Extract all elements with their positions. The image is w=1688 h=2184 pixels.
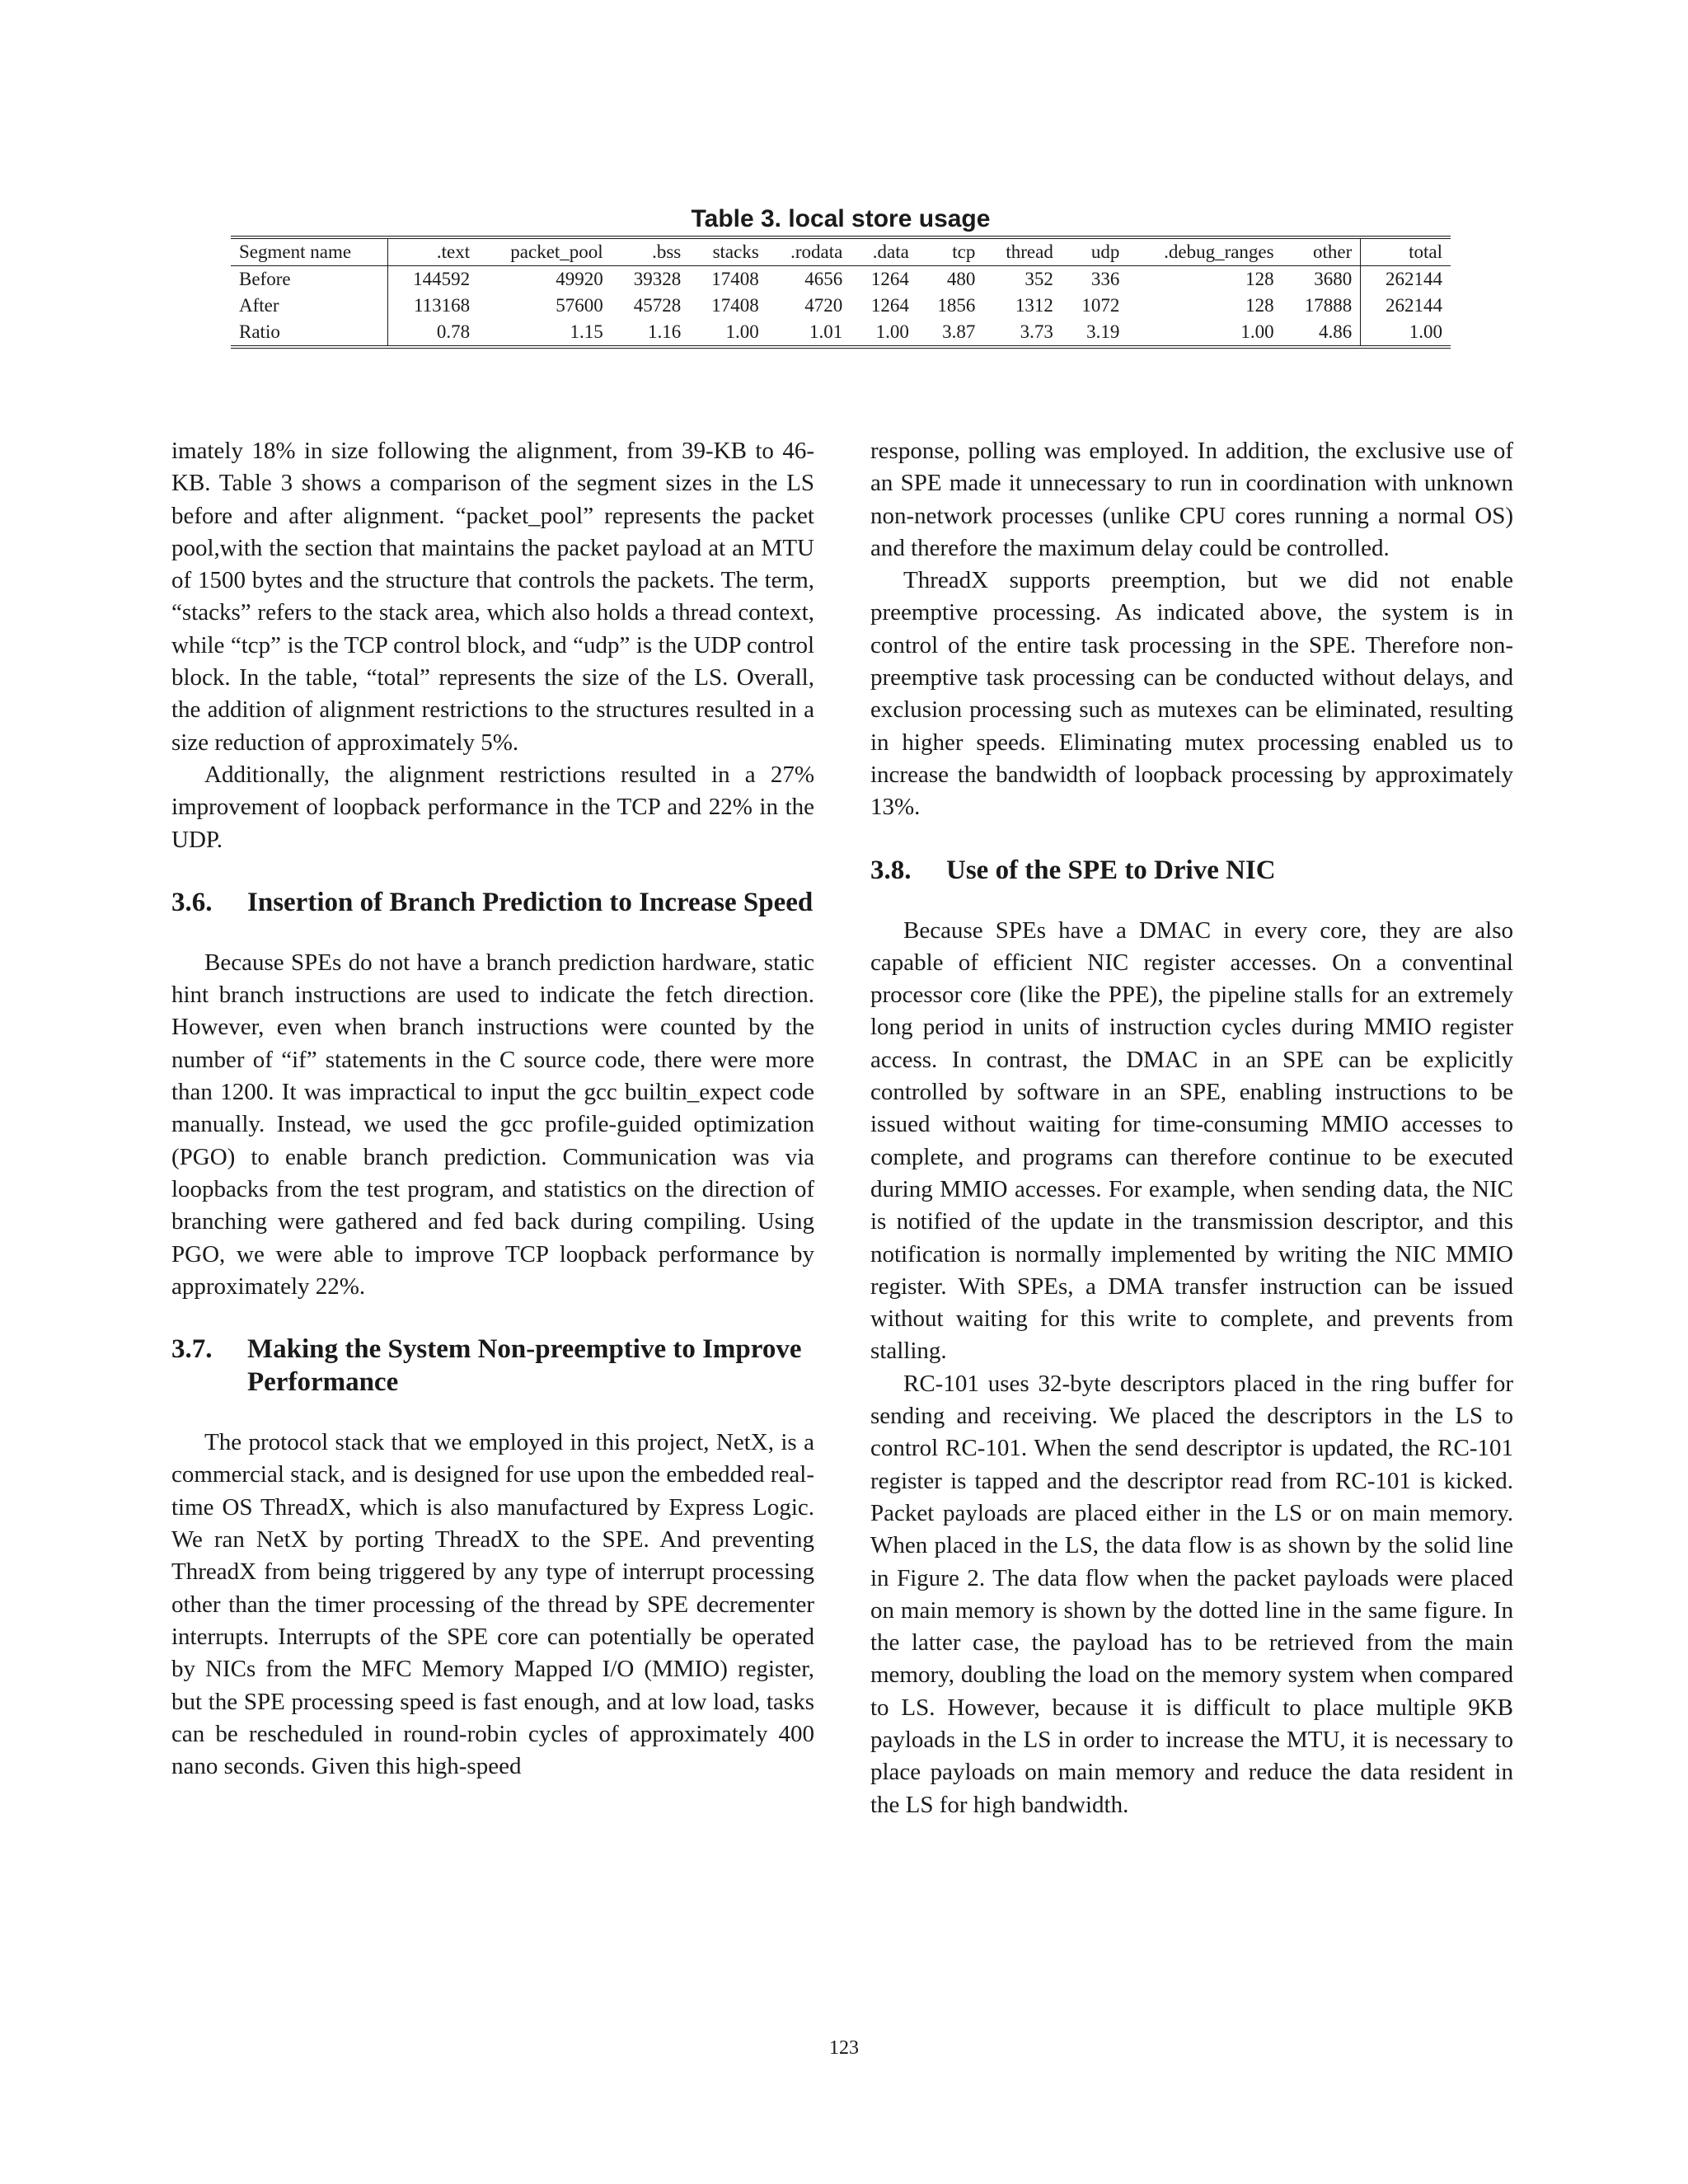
table-cell: 3.19 <box>1086 321 1120 342</box>
column-header: stacks <box>689 237 767 266</box>
spacer <box>171 1303 814 1333</box>
table-cell: 1.00 <box>875 321 909 342</box>
page-number: 123 <box>829 2037 859 2059</box>
column-header: other <box>1282 237 1361 266</box>
spacer <box>870 824 1513 854</box>
column-header: .debug_ranges <box>1128 237 1282 266</box>
table-cell: 1264 <box>870 269 909 289</box>
column-header: thread <box>983 237 1062 266</box>
table-cell: 39328 <box>633 269 682 289</box>
table-cell: 1.01 <box>809 321 843 342</box>
table-cell: 1264 <box>870 295 909 316</box>
table-cell: 17408 <box>711 269 759 289</box>
paragraph-dmac-nic: Because SPEs have a DMAC in every core, they are also capable of efficient NIC register accesses. On a conventinal processor core (like the PPE), the pipeline stalls for an extremely long period in units of instruction cycles during MMIO register access. In contrast, the DMAC in an SPE can be explicitly controlled by software in an SPE, enabling instructions to be issued without waiting for time-consuming MMIO accesses to complete, and programs can therefore continue to be executed during MMIO accesses. For example, when sending data, the NIC is notified of the update in the transmission descriptor, and this notification is normally implemented by writing the NIC MMIO register. With SPEs, a DMA transfer instruction can be issued without waiting for this write to complete, and prevents from stalling. <box>870 916 1513 1365</box>
table-cell: 49920 <box>556 269 603 289</box>
section-title: Making the System Non-preemptive to Improve Performance <box>247 1334 802 1398</box>
paragraph-branch-prediction: Because SPEs do not have a branch prediction hardware, static hint branch instructions are used to indicate the fetch direction. However, even when branch instructions were counted by the number of “if” statements in the C source code, there were more than 1200. It was impractical to input the gcc builtin_expect code manually. Instead, we used the gcc profile-guided optimization (PGO) to enable branch prediction. Communication was via loopbacks from the test program, and statistics on the direction of branching were gathered and fed back during compiling. Using PGO, we were able to improve TCP loopback performance by approximately 22%. <box>171 949 814 1300</box>
section-heading-3-6 <box>171 886 814 919</box>
table-cell: 144592 <box>413 269 471 289</box>
paragraph-alignment-size: imately 18% in size following the alignment, from 39-KB to 46-KB. Table 3 shows a comparison of the segment sizes in the LS before and after alignment. “packet_pool” represents the packet pool,with the section that maintains the packet payload at an MTU of 1500 bytes and the structure that controls the packets. The term, “stacks” refers to the stack area, which also holds a thread context, while “tcp” is the TCP control block, and “udp” is the UDP control block. In the table, “total” represents the size of the LS. Overall, the addition of alignment restrictions to the structures resulted in a size reduction of approximately 5%. <box>171 438 814 756</box>
table-cell: 1312 <box>1015 295 1053 316</box>
column-header: tcp <box>917 237 984 266</box>
paragraph-protocol-stack: The protocol stack that we employed in this project, NetX, is a commercial stack, and is designed for use upon the embedded real-time OS ThreadX, which is also manufactured by Express Logic. We ran NetX by porting ThreadX to the SPE. And preventing ThreadX from being triggered by any type of interrupt processing other than the timer processing of the thread by SPE decrementer interrupts. Interrupts of the SPE core can potentially be operated by NICs from the MFC Memory Mapped I/O (MMIO) register, but the SPE processing speed is fast enough, and at low load, tasks can be rescheduled in round-robin cycles of approximately 400 nano seconds. Given this high-speed <box>171 1429 814 1780</box>
table-cell: 4656 <box>804 269 843 289</box>
paragraph-alignment-performance: Additionally, the alignment restrictions resulted in a 27% improvement of loopback performance in the TCP and 22% in the UDP. <box>171 761 814 853</box>
table-cell: 57600 <box>556 295 603 316</box>
table-cell: 1.00 <box>1240 321 1274 342</box>
local-store-usage-table-wrapper <box>231 236 1451 349</box>
column-header: Segment name <box>231 237 388 266</box>
table-cell: 0.78 <box>436 321 471 342</box>
spacer <box>171 856 814 886</box>
spacer <box>171 919 814 947</box>
paragraph-preemption: ThreadX supports preemption, but we did not enable preemptive processing. As indicated above, the system is in control of the entire task processing in the SPE. Therefore non-preemptive task processing can be conducted without delays, and exclusion processing such as mutexes can be eliminated, resulting in higher speeds. Eliminating mutex processing enabled us to increase the bandwidth of loopback processing by approximately 13%. <box>870 567 1513 821</box>
table-body <box>231 266 1451 348</box>
table-cell: 1072 <box>1081 295 1120 316</box>
column-header: .rodata <box>767 237 851 266</box>
table-cell: 352 <box>1025 269 1053 289</box>
column-header: packet_pool <box>478 237 612 266</box>
table-cell: 3.87 <box>942 321 976 342</box>
table-cell: 3.73 <box>1020 321 1053 342</box>
section-number: 3.8. <box>870 855 912 885</box>
section-title: Use of the SPE to Drive NIC <box>946 855 1276 885</box>
table-cell: 336 <box>1090 269 1120 289</box>
table-header-row <box>231 237 1451 266</box>
table-cell: 1856 <box>937 295 976 316</box>
left-column <box>171 435 814 1783</box>
column-header: .text <box>388 237 478 266</box>
table-row <box>231 293 1451 319</box>
table-cell: 113168 <box>414 295 471 316</box>
section-number: 3.7. <box>171 1334 213 1365</box>
table-cell: 1.15 <box>570 321 603 342</box>
table-cell: 17888 <box>1304 295 1353 316</box>
table-cell: 262144 <box>1361 293 1451 319</box>
table-caption: Table 3. local store usage <box>691 205 991 232</box>
section-number: 3.6. <box>171 887 213 917</box>
section-heading-3-8 <box>870 854 1513 887</box>
column-header: .data <box>851 237 917 266</box>
table-cell: Before <box>231 266 388 293</box>
table-cell: 45728 <box>633 295 682 316</box>
spacer <box>870 887 1513 915</box>
column-header: total <box>1361 237 1451 266</box>
table-cell: After <box>231 293 388 319</box>
table-cell: 1.00 <box>1361 319 1451 347</box>
table-cell: 17408 <box>711 295 759 316</box>
table-cell: 128 <box>1245 295 1274 316</box>
table-row <box>231 319 1451 347</box>
section-heading-3-7 <box>171 1333 814 1399</box>
table-cell: 1.00 <box>725 321 759 342</box>
table-cell: 4.86 <box>1319 321 1353 342</box>
table-cell: 128 <box>1245 269 1274 289</box>
table-cell: Ratio <box>231 319 388 347</box>
spacer <box>171 1399 814 1427</box>
table-cell: 3680 <box>1314 269 1353 289</box>
column-header: .bss <box>612 237 690 266</box>
paragraph-polling: response, polling was employed. In addition, the exclusive use of an SPE made it unnecessary to run in coordination with unknown non-network processes (unlike CPU cores running a normal OS) and therefore the maximum delay could be controlled. <box>870 438 1513 561</box>
table-row <box>231 266 1451 293</box>
right-column <box>870 435 1513 1821</box>
table-cell: 4720 <box>804 295 843 316</box>
table-cell: 480 <box>946 269 976 289</box>
table-cell: 262144 <box>1361 266 1451 293</box>
section-title: Insertion of Branch Prediction to Increase Speed <box>247 887 814 917</box>
table-cell: 1.16 <box>647 321 682 342</box>
local-store-usage-table <box>231 236 1451 349</box>
paragraph-rc101-descriptors: RC-101 uses 32-byte descriptors placed in the ring buffer for sending and receiving. We placed the descriptors in the LS to control RC-101. When the send descriptor is updated, the RC-101 register is tapped and the descriptor read from RC-101 is kicked. Packet payloads are placed either in the LS or on main memory. When placed in the LS, the data flow is as shown by the solid line in Figure 2. The data flow when the packet payloads were placed on main memory is shown by the dotted line in the same figure. In the latter case, the payload has to be retrieved from the main memory, doubling the load on the memory system when compared to LS. However, because it is difficult to place multiple 9KB payloads in the LS in order to increase the MTU, it is necessary to place payloads on main memory and reduce the data resident in the LS for high bandwidth. <box>870 1370 1513 1818</box>
column-header: udp <box>1062 237 1128 266</box>
